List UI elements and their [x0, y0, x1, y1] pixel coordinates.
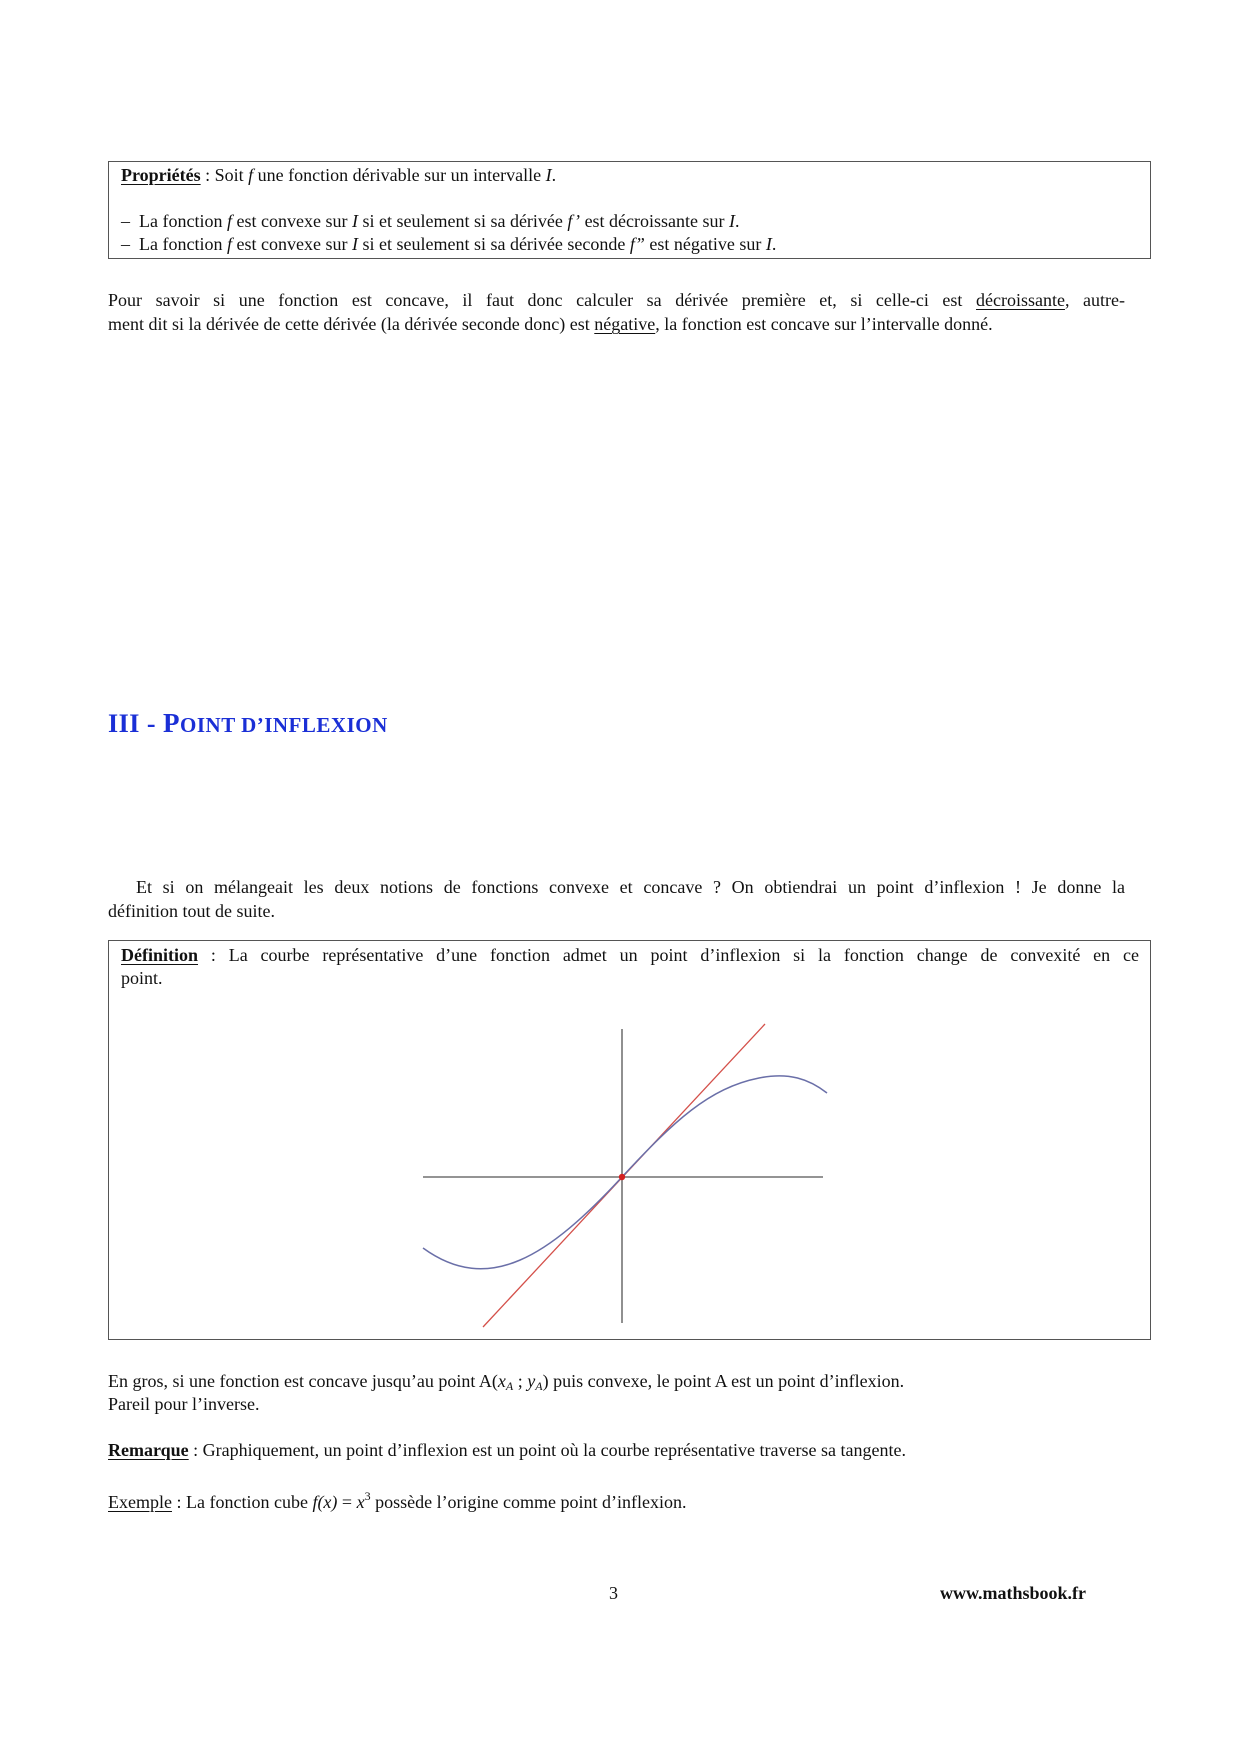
- exemple: Exemple : La fonction cube $f(x) = x^3$ possède l’origine comme point d’inflexion.: [108, 1489, 687, 1512]
- properties-intro: Propriétés : Soit f une fonction dérivable sur un intervalle I.: [121, 165, 557, 185]
- intro-line-1: Et si on mélangeait les deux notions de fonctions convexe et concave ? On obtiendrai un point d’inflexion ! Je donne la: [136, 877, 1125, 897]
- en-gros-line-2: Pareil pour l’inverse.: [108, 1394, 260, 1414]
- properties-label: Propriétés: [121, 165, 201, 185]
- underlined-decroissante: décroissante: [976, 290, 1065, 310]
- concave-paragraph-line-1: Pour savoir si une fonction est concave, il faut donc calculer sa dérivée première et, si celle-ci est décroissante, autre-: [108, 290, 1126, 310]
- definition-label: Définition: [121, 945, 199, 965]
- inflection-curve: [423, 1076, 827, 1269]
- site-link[interactable]: www.mathsbook.fr: [940, 1583, 1087, 1603]
- page-number: 3: [609, 1583, 618, 1603]
- remarque: Remarque : Graphiquement, un point d’inflexion est un point où la courbe représentative traverse sa tangente.: [108, 1440, 906, 1460]
- definition-line-2: point.: [121, 968, 163, 988]
- concave-paragraph-line-2: ment dit si la dérivée de cette dérivée (la dérivée seconde donc) est négative, la fonction est concave sur l’intervalle donné.: [108, 314, 993, 334]
- property-item-2: – La fonction f est convexe sur I si et seulement si sa dérivée seconde f” est négative sur I.: [121, 234, 777, 254]
- definition-box: [108, 940, 1151, 1340]
- inflection-point: [619, 1174, 625, 1180]
- inflection-figure: [109, 941, 1150, 1339]
- properties-box: [108, 161, 1151, 259]
- underlined-negative: négative: [594, 314, 656, 334]
- en-gros-line-1: En gros, si une fonction est concave jusqu’au point $A(x_A$ ; $y_A$) puis convexe, le point A est un point d’inflexion.: [108, 1371, 905, 1393]
- section-title: III - POINT D’INFLEXION: [108, 708, 388, 738]
- intro-line-2: définition tout de suite.: [108, 901, 275, 921]
- property-item-1: – La fonction f est convexe sur I si et seulement si sa dérivée f’ est décroissante sur I.: [121, 211, 740, 231]
- definition-line-1: Définition : La courbe représentative d’une fonction admet un point d’inflexion si la fonction change de convexité en ce: [121, 945, 1139, 965]
- exemple-label: Exemple: [108, 1492, 172, 1512]
- remarque-label: Remarque: [108, 1440, 189, 1460]
